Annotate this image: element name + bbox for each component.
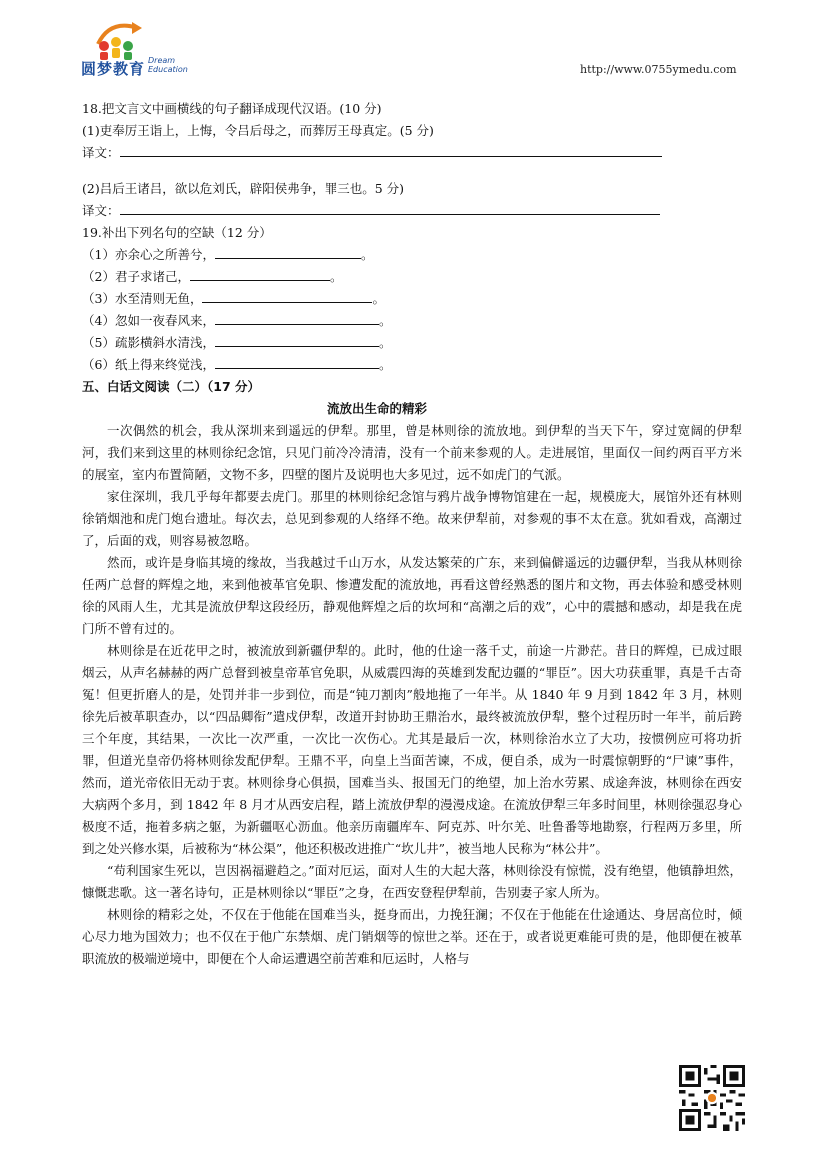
article-paragraph: “苟利国家生死以，岂因祸福避趋之。”面对厄运，面对人生的大起大落，林则徐没有惊慌，没有绝望，他镇静坦然，慷慨悲歌。这一著名诗句，正是林则徐以“罪臣”之身，在西安登程伊犁前，告别妻子家人所为。 (82, 863, 742, 900)
fill-blank[interactable] (215, 244, 361, 259)
q19-item-end: 。 (378, 357, 392, 372)
answer-blank[interactable] (120, 142, 662, 157)
q19-item-end: 。 (360, 247, 374, 262)
q19-item-end: 。 (378, 335, 392, 350)
q19-item-6 (82, 354, 742, 376)
q19-item-text: （5）疏影横斜水清浅， (82, 335, 215, 350)
fill-blank[interactable] (215, 310, 379, 325)
logo-chinese-text: 圆梦教育 (81, 60, 146, 78)
q18-answer-line-1 (82, 142, 742, 164)
q19-item-1 (82, 244, 742, 266)
q18-sentence-1: (1)吏奉厉王诣上，上悔，令吕后母之，而葬厉王母真定。(5 分) (82, 123, 434, 138)
q19-item-2 (82, 266, 742, 288)
answer-blank[interactable] (120, 200, 660, 215)
spacer (82, 164, 742, 178)
article-paragraph: 林则徐的精彩之处，不仅在于他能在国难当头，挺身而出，力挽狂澜；不仅在于他能在仕途通达、身居高位时，倾心尽力地为国效力；也不仅在于他广东禁烟、虎门销烟等的惊世之举。还在于，或者说更难能可贵的是，他即便在被革职流放的极端逆境中，即便在个人命运遭遇空前苦难和厄运时，人格与 (82, 907, 742, 966)
article-title: 流放出生命的精彩 (326, 401, 427, 416)
q19-item-end: 。 (329, 269, 343, 284)
section-heading: 五、白话文阅读（二）（17 分） (82, 379, 260, 394)
q19-item-3 (82, 288, 742, 310)
article-paragraph: 然而，或许是身临其境的缘故，当我越过千山万水，从发达繁荣的广东，来到偏僻遥远的边疆伊犁，当我从林则徐任两广总督的辉煌之地，来到他被革官免职、惨遭发配的流放地，再看这曾经熟悉的图片和文物，再去体验和感受林则徐的风雨人生，尤其是流放伊犁这段经历，静观他辉煌之后的坎坷和“高潮之后的戏”，心中的震撼和感动，却是我在虎门所不曾有过的。 (82, 555, 742, 636)
q19-item-5 (82, 332, 742, 354)
q18-answer-line-2 (82, 200, 742, 222)
q18-sentence-2: (2)吕后王诸吕，欲以危刘氏，辟阳侯弗争，罪三也。5 分) (82, 181, 405, 196)
q19-heading: 19.补出下列名句的空缺（12 分） (82, 225, 272, 240)
q19-item-text: （6）纸上得来终觉浅， (82, 357, 215, 372)
q19-item-end: 。 (372, 291, 385, 306)
logo-english-text (148, 56, 188, 74)
q19-item-text: （2）君子求诸己， (82, 269, 190, 284)
article-paragraph: 一次偶然的机会，我从深圳来到遥远的伊犁。那里，曾是林则徐的流放地。到伊犁的当天下午，穿过宽阔的伊犁河，我们来到这里的林则徐纪念馆，只见门前冷冷清清，没有一个前来参观的人。走进展馆，里面仅一间约两百平方米的展室，室内布置简陋，文物不多，四壁的图片及说明也大多见过，远不如虎门的气派。 (82, 423, 742, 482)
q19-item-text: （4）忽如一夜春风来， (82, 313, 215, 328)
q19-item-text: （3）水至清则无鱼， (82, 291, 203, 306)
q18-heading: 18.把文言文中画横线的句子翻译成现代汉语。(10 分) (82, 101, 382, 116)
fill-blank[interactable] (190, 266, 330, 281)
article-paragraph: 林则徐是在近花甲之时，被流放到新疆伊犁的。此时，他的仕途一落千丈，前途一片渺茫。昔日的辉煌，已成过眼烟云，从声名赫赫的两广总督到被皇帝革官免职，从威震四海的英雄到发配边疆的“罪臣”。因大功获重罪，真是千古奇冤！但更折磨人的是，处罚并非一步到位，而是“钝刀割肉”般地拖了一年半。从 1840 年 9 月到 1842 年 3 月，林则徐先后被革职查办，以“四品卿衔”遣戍伊犁，改道开封协助王鼎治水，最终被流放伊犁，整个过程历时一年半，前后跨三个年度，其结果，一次比一次严重，一次比一次伤心。尤其是最后一次，林则徐治水立了大功，按惯例应可将功折罪，但道光皇帝仍将林则徐发配伊犁。王鼎不平，向皇上当面苦谏，不成，便自杀，成为一时震惊朝野的“尸谏”事件，然而，道光帝依旧无动于衷。林则徐身心俱损，国难当头、报国无门的绝望，加上治水劳累、成途奔波，林则徐在西安大病两个多月，到 1842 年 8 月才从西安启程，踏上流放伊犁的漫漫戍途。在流放伊犁三年多时间里，林则徐强忍身心极度不适，拖着多病之躯，为新疆呕心沥血。他亲历南疆库车、阿克苏、叶尔羌、吐鲁番等地勘察，行程两万多里，所到之处兴修水渠，后被称为“林公渠”，他还积极改进推广“坎儿井”，被当地人民称为“林公井”。 (82, 643, 742, 856)
fill-blank[interactable] (215, 332, 379, 347)
fill-blank[interactable] (215, 354, 379, 369)
page-content (82, 98, 742, 970)
q19-item-end: 。 (378, 313, 392, 328)
translation-label: 译文： (82, 203, 120, 218)
site-url: http://www.0755ymedu.com (580, 63, 737, 76)
fill-blank[interactable] (202, 288, 372, 303)
q19-item-text: （1）亦余心之所善兮， (82, 247, 215, 262)
translation-label: 译文： (82, 145, 120, 160)
logo-en-line1: Dream (148, 56, 176, 65)
qr-code (679, 1065, 745, 1131)
article-paragraph: 家住深圳，我几乎每年都要去虎门。那里的林则徐纪念馆与鸦片战争博物馆建在一起，规模庞大，展馆外还有林则徐销烟池和虎门炮台遗址。每次去，总见到参观的人络绎不绝。故来伊犁前，对参观的事不太在意。犹如看戏，高潮过了，后面的戏，则容易被忽略。 (82, 489, 742, 548)
logo-en-line2: Education (148, 65, 188, 74)
q19-item-4 (82, 310, 742, 332)
